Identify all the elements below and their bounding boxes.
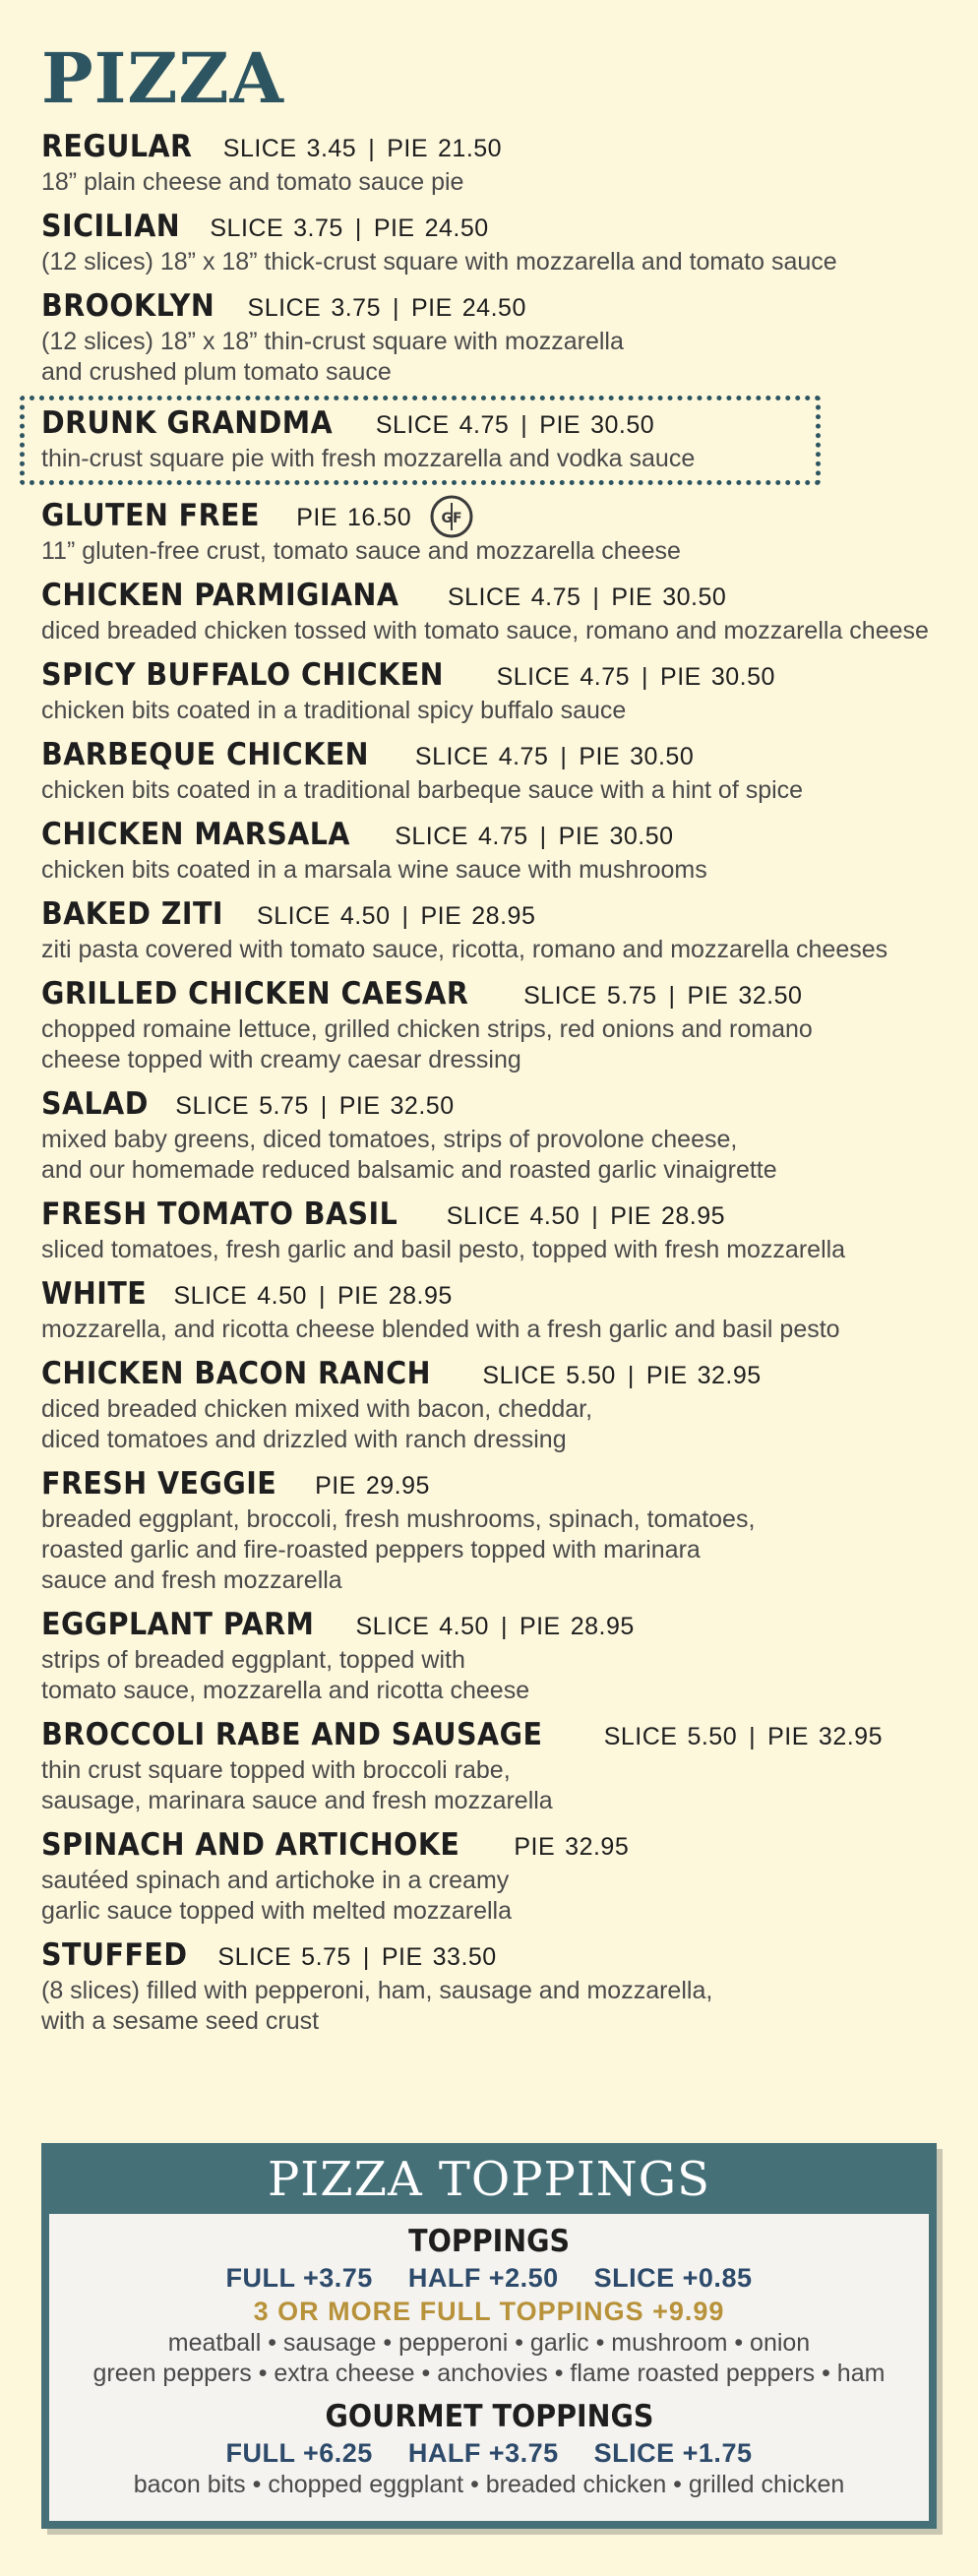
pie-price: 32.50 — [390, 1092, 455, 1120]
slice-label: SLICE — [447, 583, 521, 611]
description-line: chicken bits coated in a traditional barbeque sauce with a hint of spice — [41, 776, 804, 804]
price-separator: | — [520, 411, 528, 439]
menu-item-price — [482, 1362, 761, 1389]
menu-item-header — [41, 495, 947, 536]
description-line: chicken bits coated in a marsala wine sauce with mushrooms — [41, 856, 707, 884]
menu-item — [41, 1714, 947, 1816]
price-separator: | — [401, 902, 409, 930]
description-line: tomato sauce, mozzarella and ricotta cheese — [41, 1677, 530, 1704]
slice-price: 4.50 — [529, 1202, 581, 1230]
pie-label: PIE — [336, 1282, 379, 1310]
menu-item — [41, 1463, 947, 1596]
menu-item-header — [41, 734, 947, 775]
pie-label: PIE — [338, 1092, 381, 1120]
gourmet-toppings-heading: GOURMET TOPPINGS — [325, 2399, 653, 2434]
slice-price: 5.75 — [606, 982, 657, 1010]
menu-item — [41, 654, 947, 726]
menu-item-price — [604, 1723, 883, 1750]
price-separator: | — [592, 583, 600, 611]
menu-item — [41, 1194, 947, 1265]
description-line: (12 slices) 18” x 18” thin-crust square with mozzarella — [41, 328, 624, 355]
slice-label: SLICE — [603, 1723, 678, 1750]
menu-item-name: DRUNK GRANDMA — [41, 405, 334, 441]
menu-item-price — [497, 663, 775, 691]
description-line: mixed baby greens, diced tomatoes, strips of provolone cheese, — [41, 1126, 738, 1153]
pie-price: 30.50 — [609, 823, 674, 850]
menu-item-name: BARBEQUE CHICKEN — [41, 737, 369, 772]
menu-item-description — [41, 696, 947, 726]
menu-item-header — [41, 575, 947, 616]
slice-label: SLICE — [355, 1613, 430, 1640]
menu-item-header — [41, 1934, 947, 1976]
menu-item-description — [41, 247, 947, 277]
pie-price: 29.95 — [365, 1472, 430, 1500]
description-line: mozzarella, and ricotta cheese blended with a fresh garlic and basil pesto — [41, 1316, 840, 1343]
description-line: garlic sauce topped with melted mozzarella — [41, 1897, 513, 1925]
toppings-heading: TOPPINGS — [408, 2224, 570, 2259]
menu-item-price — [448, 583, 726, 611]
pie-label: PIE — [315, 1472, 356, 1500]
description-line: (12 slices) 18” x 18” thick-crust square with mozzarella and tomato sauce — [41, 248, 837, 276]
menu-item-price — [447, 1202, 725, 1230]
description-line: cheese topped with creamy caesar dressing — [41, 1046, 521, 1073]
pie-price: 32.95 — [697, 1362, 762, 1389]
slice-label: SLICE — [523, 982, 597, 1010]
menu-item-price — [395, 823, 673, 850]
description-line: diced tomatoes and drizzled with ranch dressing — [41, 1426, 567, 1453]
toppings-panel — [41, 2143, 937, 2529]
toppings-prices — [49, 2261, 929, 2295]
slice-price: 4.50 — [439, 1613, 489, 1640]
menu-item-name: STUFFED — [41, 1937, 188, 1973]
slice-label: SLICE — [395, 823, 468, 850]
gluten-free-icon — [429, 494, 474, 539]
pie-label: PIE — [767, 1723, 809, 1750]
slice-price: 4.50 — [257, 1282, 307, 1310]
menu-item-name: EGGPLANT PARM — [41, 1607, 315, 1642]
menu-item-description — [41, 1014, 947, 1075]
pie-price: 16.50 — [347, 504, 412, 531]
menu-item-price — [415, 743, 694, 770]
menu-item-name: SALAD — [41, 1086, 149, 1122]
slice-price: 5.50 — [687, 1723, 738, 1750]
menu-item-price — [217, 1943, 496, 1971]
gourmet-toppings-prices — [49, 2436, 929, 2470]
description-line: ziti pasta covered with tomato sauce, ricotta, romano and mozzarella cheeses — [41, 936, 888, 963]
pie-price: 30.50 — [710, 663, 775, 691]
pie-price: 32.50 — [738, 982, 803, 1010]
menu-item-name: BROOKLYN — [41, 288, 215, 324]
slice-price: 4.75 — [580, 663, 631, 691]
pie-price: 28.95 — [471, 902, 536, 930]
menu-item-header — [41, 1273, 947, 1315]
toppings-list-line: green peppers • extra cheese • anchovies • flame roasted peppers • ham — [92, 2360, 886, 2387]
menu-item-price — [296, 504, 411, 531]
menu-item-header — [41, 126, 947, 167]
slice-label: SLICE — [414, 743, 489, 770]
pie-price: 28.95 — [660, 1202, 726, 1230]
slice-label: SLICE — [217, 1943, 292, 1971]
price-separator: | — [392, 294, 399, 322]
menu-item — [41, 1273, 947, 1345]
menu-item-name: REGULAR — [41, 129, 193, 164]
description-line: chopped romaine lettuce, grilled chicken strips, red onions and romano — [41, 1015, 813, 1043]
menu-item-name: CHICKEN BACON RANCH — [41, 1356, 431, 1391]
price-separator: | — [354, 215, 362, 242]
pie-label: PIE — [645, 1362, 688, 1389]
pie-label: PIE — [373, 215, 415, 242]
price-separator: | — [368, 135, 376, 162]
menu-item-name: GLUTEN FREE — [41, 498, 260, 533]
toppings-deal: 3 OR MORE FULL TOPPINGS +9.99 — [253, 2297, 725, 2326]
menu-item-description — [41, 1645, 947, 1706]
menu-item-description — [41, 1394, 947, 1455]
slice-price: 4.75 — [458, 411, 510, 439]
price-separator: | — [500, 1613, 508, 1640]
pie-price: 24.50 — [424, 215, 489, 242]
menu-item-price — [210, 215, 488, 242]
description-line: thin crust square topped with broccoli rabe, — [41, 1756, 511, 1784]
menu-item-name: SICILIAN — [41, 209, 181, 244]
menu-item-description — [41, 444, 799, 474]
pie-label: PIE — [387, 135, 429, 162]
pie-price: 28.95 — [570, 1613, 635, 1640]
menu-item-header — [41, 973, 947, 1014]
pie-label: PIE — [610, 1202, 651, 1230]
menu-item-description — [41, 935, 947, 965]
menu-item — [41, 734, 947, 806]
menu-item-price — [315, 1472, 430, 1500]
slice-label: SLICE — [482, 1362, 557, 1389]
slice-price: 4.75 — [477, 823, 528, 850]
pie-price: 24.50 — [461, 294, 526, 322]
description-line: 11” gluten-free crust, tomato sauce and mozzarella cheese — [41, 537, 681, 565]
description-line: chicken bits coated in a traditional spicy buffalo sauce — [41, 697, 627, 724]
toppings-list-line: meatball • sausage • pepperoni • garlic • mushroom • onion — [167, 2329, 811, 2357]
menu-item-name: GRILLED CHICKEN CAESAR — [41, 976, 469, 1012]
menu-item-price — [175, 1092, 454, 1120]
pie-label: PIE — [381, 1943, 423, 1971]
menu-item-price — [248, 294, 526, 322]
menu-item — [41, 973, 947, 1075]
pie-label: PIE — [579, 743, 621, 770]
menu-item-header — [41, 814, 947, 855]
pie-label: PIE — [558, 823, 600, 850]
slice-label: SLICE — [375, 411, 450, 439]
gourmet-toppings-list-line: bacon bits • chopped eggplant • breaded chicken • grilled chicken — [133, 2471, 845, 2498]
menu-item — [41, 1083, 947, 1186]
menu-item-name: SPINACH AND ARTICHOKE — [41, 1827, 460, 1863]
gourmet-full-price: FULL +6.25 — [225, 2438, 373, 2468]
pizza-item-list — [41, 126, 947, 2045]
pie-label: PIE — [514, 1833, 556, 1861]
gourmet-half-price: HALF +3.75 — [407, 2438, 559, 2468]
gluten-free-icon-label: GF — [441, 510, 462, 526]
pie-label: PIE — [420, 902, 462, 930]
pie-label: PIE — [611, 583, 653, 611]
menu-item-price — [376, 411, 654, 439]
menu-item — [41, 126, 947, 198]
menu-item-name: BAKED ZITI — [41, 896, 223, 932]
menu-item — [41, 1934, 947, 2037]
price-separator: | — [591, 1202, 599, 1230]
price-separator: | — [362, 1943, 370, 1971]
price-separator: | — [749, 1723, 757, 1750]
slice-label: SLICE — [257, 902, 331, 930]
slice-price: 4.75 — [498, 743, 549, 770]
toppings-body — [49, 2214, 929, 2521]
pie-label: PIE — [519, 1613, 561, 1640]
menu-item-description — [41, 536, 947, 567]
slice-label: SLICE — [446, 1202, 520, 1230]
menu-item-description — [41, 616, 947, 646]
menu-item-description — [41, 1315, 947, 1345]
pie-label: PIE — [539, 411, 581, 439]
menu-item-description — [41, 1235, 947, 1265]
menu-item-header — [41, 893, 947, 935]
toppings-slice-price: SLICE +0.85 — [593, 2263, 753, 2293]
menu-item-header — [41, 206, 947, 247]
pie-label: PIE — [660, 663, 702, 691]
description-line: breaded eggplant, broccoli, fresh mushrooms, spinach, tomatoes, — [41, 1505, 756, 1533]
description-line: and crushed plum tomato sauce — [41, 358, 392, 386]
menu-item-header — [41, 1824, 947, 1866]
menu-item — [41, 575, 947, 646]
page-title: PIZZA — [41, 37, 284, 119]
price-separator: | — [642, 663, 649, 691]
menu-item — [41, 206, 947, 277]
menu-item-header — [41, 402, 799, 444]
description-line: sausage, marinara sauce and fresh mozzarella — [41, 1787, 553, 1814]
menu-item-name: BROCCOLI RABE AND SAUSAGE — [41, 1717, 543, 1752]
menu-item — [41, 1604, 947, 1706]
menu-item-header — [41, 1714, 947, 1755]
menu-item-header — [41, 1083, 947, 1125]
pie-price: 30.50 — [590, 411, 655, 439]
menu-item-name: CHICKEN MARSALA — [41, 817, 350, 852]
menu-item — [41, 1353, 947, 1455]
description-line: strips of breaded eggplant, topped with — [41, 1646, 465, 1674]
menu-item-description — [41, 1866, 947, 1927]
menu-item-description — [41, 327, 947, 388]
slice-price: 3.75 — [293, 215, 343, 242]
price-separator: | — [318, 1282, 326, 1310]
price-separator: | — [627, 1362, 635, 1389]
description-line: diced breaded chicken mixed with bacon, cheddar, — [41, 1395, 593, 1423]
pie-label: PIE — [296, 504, 338, 531]
slice-label: SLICE — [175, 1092, 250, 1120]
menu-item-header — [41, 1463, 947, 1504]
description-line: 18” plain cheese and tomato sauce pie — [41, 168, 464, 196]
menu-item-description — [41, 1504, 947, 1596]
menu-item-header — [41, 1353, 947, 1394]
gourmet-slice-price: SLICE +1.75 — [593, 2438, 753, 2468]
menu-item — [41, 285, 947, 388]
menu-item — [20, 396, 821, 485]
menu-item-name: FRESH VEGGIE — [41, 1466, 277, 1502]
slice-label: SLICE — [247, 294, 322, 322]
menu-item-name: WHITE — [41, 1276, 148, 1312]
price-separator: | — [539, 823, 547, 850]
menu-item-description — [41, 1125, 947, 1186]
toppings-half-price: HALF +2.50 — [407, 2263, 559, 2293]
pie-label: PIE — [687, 982, 729, 1010]
menu-item-description — [41, 1976, 947, 2037]
pie-label: PIE — [410, 294, 453, 322]
menu-item-name: FRESH TOMATO BASIL — [41, 1196, 398, 1232]
slice-label: SLICE — [222, 135, 297, 162]
toppings-full-price: FULL +3.75 — [225, 2263, 373, 2293]
menu-item-header — [41, 654, 947, 696]
menu-item-header — [41, 285, 947, 327]
slice-price: 4.50 — [339, 902, 391, 930]
menu-item-name: SPICY BUFFALO CHICKEN — [41, 657, 445, 693]
price-separator: | — [560, 743, 568, 770]
toppings-title: PIZZA TOPPINGS — [267, 2152, 711, 2207]
menu-item-description — [41, 167, 947, 198]
price-separator: | — [668, 982, 676, 1010]
menu-item-description — [41, 775, 947, 806]
description-line: diced breaded chicken tossed with tomato sauce, romano and mozzarella cheese — [41, 617, 929, 644]
description-line: and our homemade reduced balsamic and roasted garlic vinaigrette — [41, 1156, 777, 1184]
pie-price: 30.50 — [630, 743, 695, 770]
menu-item-price — [223, 135, 502, 162]
menu-item-price — [523, 982, 802, 1010]
pie-price: 30.50 — [662, 583, 727, 611]
pie-price: 32.95 — [818, 1723, 883, 1750]
menu-item — [41, 893, 947, 965]
menu-item-description — [41, 855, 947, 886]
menu-item-price — [356, 1613, 635, 1640]
description-line: sliced tomatoes, fresh garlic and basil pesto, topped with fresh mozzarella — [41, 1236, 846, 1263]
description-line: roasted garlic and fire-roasted peppers topped with marinara — [41, 1536, 701, 1564]
slice-price: 5.75 — [301, 1943, 351, 1971]
menu-item — [41, 495, 947, 567]
slice-label: SLICE — [173, 1282, 248, 1310]
pie-price: 21.50 — [438, 135, 503, 162]
slice-label: SLICE — [496, 663, 571, 691]
slice-price: 3.75 — [331, 294, 381, 322]
menu-item-description — [41, 1755, 947, 1816]
menu-item-header — [41, 1604, 947, 1645]
price-separator: | — [320, 1092, 328, 1120]
pie-price: 28.95 — [388, 1282, 453, 1310]
description-line: (8 slices) filled with pepperoni, ham, sausage and mozzarella, — [41, 1977, 713, 2004]
menu-item-name: CHICKEN PARMIGIANA — [41, 578, 399, 613]
pie-price: 33.50 — [432, 1943, 497, 1971]
menu-item-price — [257, 902, 535, 930]
slice-label: SLICE — [210, 215, 284, 242]
menu-item-price — [174, 1282, 453, 1310]
menu-item — [41, 1824, 947, 1927]
menu-item-price — [514, 1833, 629, 1861]
description-line: sautéed spinach and artichoke in a creamy — [41, 1867, 510, 1894]
description-line: thin-crust square pie with fresh mozzarella and vodka sauce — [41, 445, 696, 472]
slice-price: 5.50 — [566, 1362, 616, 1389]
slice-price: 4.75 — [530, 583, 581, 611]
menu-item — [41, 814, 947, 886]
pie-price: 32.95 — [565, 1833, 630, 1861]
slice-price: 3.45 — [306, 135, 357, 162]
description-line: sauce and fresh mozzarella — [41, 1566, 342, 1594]
description-line: with a sesame seed crust — [41, 2007, 320, 2035]
slice-price: 5.75 — [259, 1092, 309, 1120]
menu-item-header — [41, 1194, 947, 1235]
